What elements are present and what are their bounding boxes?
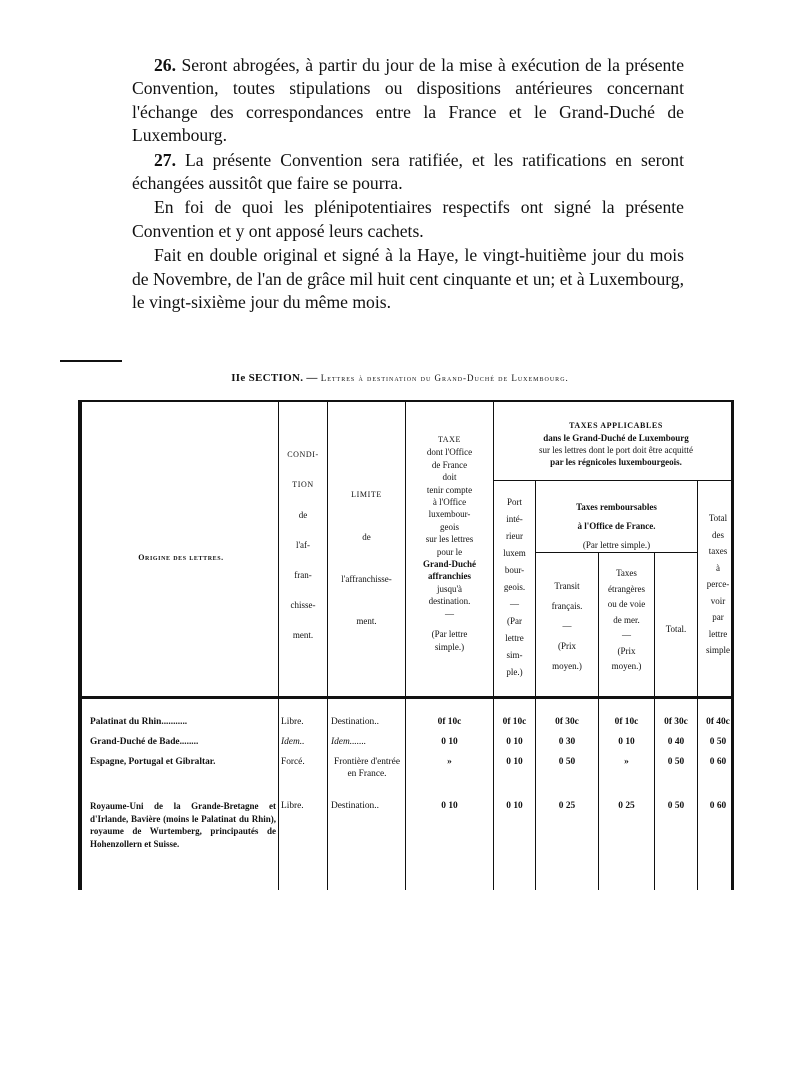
article-text: La présente Convention sera ratifiée, et les ratifications en seront échangées aussitôt que faire se pourra.: [132, 149, 684, 194]
clause-text: Fait en double original et signé à la Haye, le vingt-huitième jour du mois de Novembre, de l'an de grâce mil huit cent cinquante et un; et à Luxembourg, le vingt-sixième jour du même mois.: [132, 245, 684, 313]
cell-etrangeres: 0 10: [618, 737, 635, 747]
cell-condition: Libre.: [281, 801, 304, 811]
section-heading: Lettres à destination du Grand-Duché de Luxembourg.: [320, 373, 569, 383]
cell-total-taxes: 0f 40c: [706, 717, 730, 727]
article-number: 27.: [154, 149, 176, 170]
cell-port: 0 10: [506, 737, 523, 747]
cell-total: 0 50: [667, 757, 685, 767]
cell-taxe: 0 10: [441, 801, 458, 811]
cell-origine: Palatinat du Rhin...........: [90, 717, 188, 727]
cell-condition: Forcé.: [281, 757, 305, 767]
cell-port: 0 10: [506, 801, 523, 811]
clause-text: En foi de quoi les plénipotentiaires respectifs ont signé la présente Convention et y ont apposé leurs cachets.: [132, 197, 684, 241]
section-number: IIe SECTION. —: [231, 372, 318, 384]
cell-transit: 0 25: [558, 801, 576, 811]
cell-condition: Idem..: [281, 737, 305, 747]
cell-etrangeres: »: [624, 757, 629, 767]
header-etrangeres: Taxes étrangères ou de voie de mer. — (Prix moyen.): [607, 568, 646, 671]
cell-limite: Frontière d'entrée en France.: [334, 757, 400, 779]
cell-total-taxes: 0 60: [709, 757, 727, 767]
cell-transit: 0 30: [558, 737, 576, 747]
cell-port: 0f 10c: [502, 717, 527, 727]
header-limite: LIMITE de l'affranchisse- ment.: [341, 490, 392, 626]
cell-condition: Libre.: [281, 717, 304, 727]
article-text: Seront abrogées, à partir du jour de la mise à exécution de la présente Convention, toutes stipulations ou dispositions antérieures concernant l'échange des correspondances entre la France et le Grand-Duché de Luxembourg.: [132, 55, 684, 146]
signature-clause: [132, 196, 684, 243]
article-27: [132, 149, 684, 196]
cell-etrangeres: 0 25: [618, 801, 635, 811]
convention-text: [132, 54, 684, 314]
cell-total: 0 50: [667, 801, 685, 811]
cell-transit: 0 50: [558, 757, 576, 767]
header-taxe: TAXE dont l'Office de France doit tenir compte à l'Office luxembour- geois sur les lettres pour le Grand-Duché affranchies jusqu'à destination. — (Par lettre simple.): [422, 435, 476, 652]
cell-total-taxes: 0 50: [709, 737, 727, 747]
header-origine: Origine des lettres.: [138, 553, 224, 562]
cell-etrangeres: 0f 10c: [614, 717, 639, 727]
cell-limite: Idem.......: [331, 737, 367, 747]
section-title: [80, 372, 720, 384]
header-transit: Transit français. — (Prix moyen.): [551, 581, 583, 671]
rates-table: [78, 400, 734, 890]
header-rembours: Taxes remboursables à l'Office de France. (Par lettre simple.): [576, 502, 657, 550]
dating-clause: [132, 244, 684, 314]
cell-taxe: 0 10: [441, 737, 458, 747]
cell-taxe: »: [447, 757, 452, 767]
cell-origine: Espagne, Portugal et Gibraltar.: [90, 757, 216, 767]
cell-total-taxes: 0 60: [709, 801, 727, 811]
cell-taxe: 0f 10c: [437, 717, 462, 727]
header-total: Total.: [665, 624, 687, 634]
separator-rule: [60, 360, 122, 362]
cell-limite: Destination..: [331, 801, 379, 811]
cell-limite: Destination..: [331, 717, 379, 727]
header-group: TAXES APPLICABLES dans le Grand-Duché de Luxembourg sur les lettres dont le port doit être acquitté par les régnicoles luxembourgeois.: [539, 421, 693, 467]
header-port: Port inté- rieur luxem bour- geois. — (Par lettre sim- ple.): [503, 497, 526, 677]
header-total-taxes: Total des taxes à perce- voir par lettre simple: [706, 513, 730, 655]
cell-transit: 0f 30c: [555, 717, 579, 727]
cell-total: 0f 30c: [664, 717, 688, 727]
cell-port: 0 10: [506, 757, 523, 767]
article-26: [132, 54, 684, 148]
article-number: 26.: [154, 55, 176, 75]
cell-origine: Royaume-Uni de la Grande-Bretagne et d'Irlande, Bavière (moins le Palatinat du Rhin), royaume de Wurtemberg, principautés de Hohenzollern et Suisse.: [90, 801, 276, 849]
header-condition: CONDI- TION de l'af- fran- chisse- ment.: [287, 450, 319, 640]
cell-origine: Grand-Duché de Bade........: [90, 737, 199, 747]
cell-total: 0 40: [667, 737, 685, 747]
